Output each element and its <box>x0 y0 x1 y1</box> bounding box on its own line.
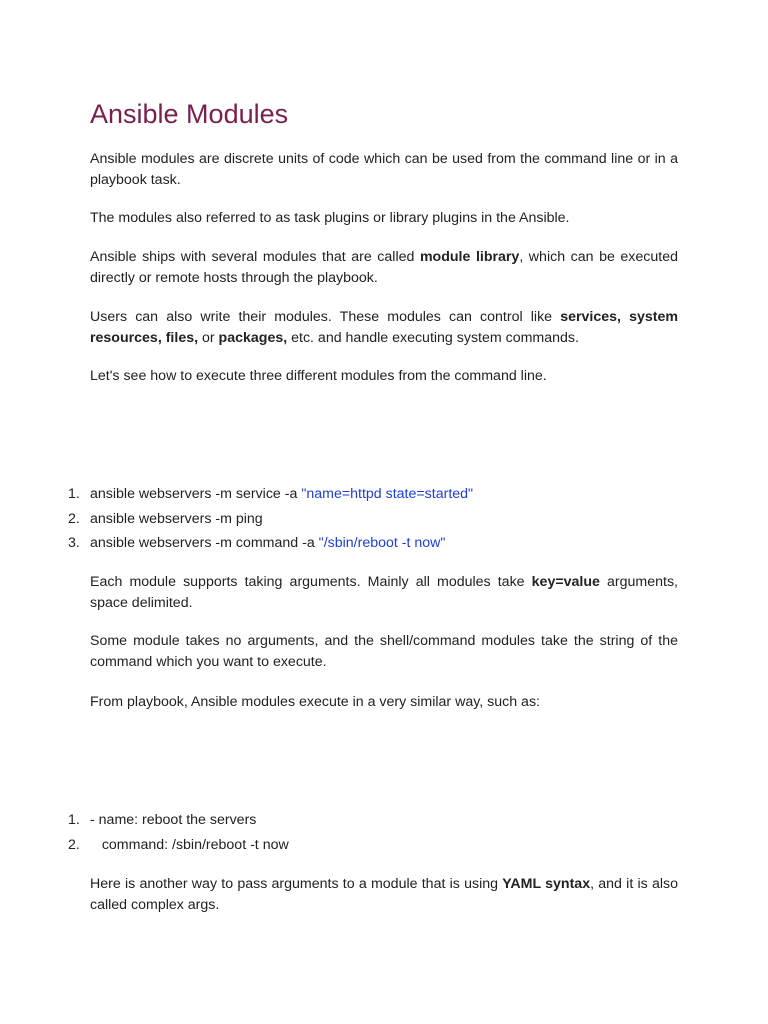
list-item <box>68 531 473 556</box>
bold-term: services, system resources, files, <box>90 309 678 346</box>
intro-paragraph: Ansible modules are discrete units of code which can be used from the command line or in a playbook task. <box>90 151 678 188</box>
module-library-paragraph <box>90 247 678 289</box>
custom-modules-paragraph <box>90 307 678 349</box>
bold-term: YAML syntax <box>502 876 591 892</box>
text-segment: Users can also write their modules. These modules can control like <box>90 309 561 325</box>
command-text: ansible webservers -m service -a <box>90 486 302 502</box>
list-item <box>68 808 289 833</box>
text-segment: , and it is also called complex args. <box>90 876 678 913</box>
command-text: ansible webservers -m ping <box>90 510 263 527</box>
playbook-list <box>68 808 289 857</box>
list-item <box>68 482 473 507</box>
playbook-line: - name: reboot the servers <box>90 812 257 828</box>
lets-see-paragraph: Let's see how to execute three different modules from the command line. <box>90 368 547 384</box>
list-number: 2. <box>68 510 80 527</box>
arguments-paragraph <box>90 572 678 614</box>
plugins-paragraph: The modules also referred to as task plugins or library plugins in the Ansible. <box>90 210 570 226</box>
list-item <box>68 833 289 858</box>
list-item <box>68 507 473 532</box>
yaml-syntax-paragraph <box>90 874 678 916</box>
list-number: 3. <box>68 535 80 551</box>
command-argument: "name=httpd state=started" <box>301 486 474 502</box>
bold-term: module library <box>419 249 520 265</box>
bold-term: key=value <box>531 574 600 590</box>
list-number: 2. <box>68 836 80 853</box>
list-number: 1. <box>68 812 80 828</box>
list-number: 1. <box>68 486 80 502</box>
text-segment: Here is another way to pass arguments to a module that is using <box>90 876 503 892</box>
commands-list <box>68 482 473 556</box>
playbook-intro-paragraph: From playbook, Ansible modules execute in a very similar way, such as: <box>90 694 540 710</box>
text-segment: , which can be executed directly or remote hosts through the playbook. <box>90 249 678 286</box>
no-arguments-paragraph: Some module takes no arguments, and the shell/command modules take the string of the command which you want to execute. <box>90 633 678 670</box>
text-segment: Each module supports taking arguments. Mainly all modules take <box>90 574 532 590</box>
text-segment: Ansible ships with several modules that are called <box>90 249 420 265</box>
command-argument: "/sbin/reboot -t now" <box>318 535 446 551</box>
bold-term: packages, <box>218 330 288 346</box>
page-title: Ansible Modules <box>90 99 289 129</box>
text-segment: arguments, space delimited. <box>90 574 678 611</box>
text-segment: or <box>198 330 219 346</box>
text-segment: etc. and handle executing system commands. <box>287 330 579 346</box>
playbook-line: command: /sbin/reboot -t now <box>90 836 289 853</box>
command-text: ansible webservers -m command -a <box>90 535 319 551</box>
